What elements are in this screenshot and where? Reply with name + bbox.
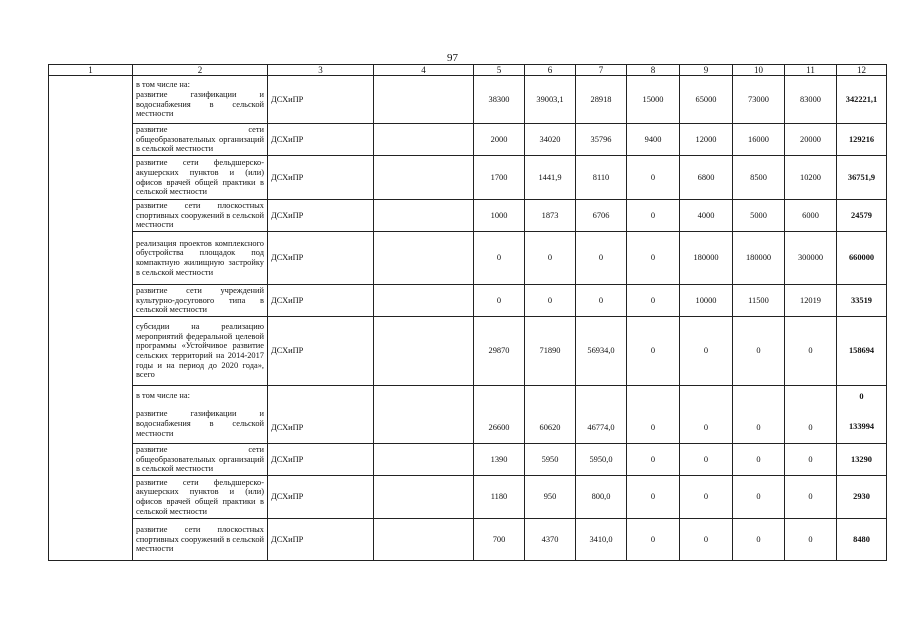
column-number: 2: [133, 65, 268, 76]
executor-cell: ДСХиПР: [268, 200, 374, 232]
page-number: 97: [447, 52, 458, 64]
empty-cell: [374, 200, 474, 232]
description-text: развитие сети плоскостных спортивных сооружений в сельской местности: [133, 200, 268, 232]
total-cell: 660000: [837, 232, 887, 285]
value-cell: 0: [733, 519, 785, 561]
value-cell: 0: [627, 285, 680, 317]
table-row: [49, 124, 887, 156]
value-cell: 1000: [474, 200, 525, 232]
value-cell: 0: [733, 386, 785, 444]
value-cell: 2000: [474, 124, 525, 156]
table-row: [49, 76, 887, 124]
value-cell: 0: [733, 476, 785, 519]
value-cell: 0: [627, 444, 680, 476]
value-cell: 0: [785, 317, 837, 386]
value-cell: 0: [627, 156, 680, 200]
column-number: 1: [49, 65, 133, 76]
value-cell: 5950: [525, 444, 576, 476]
executor-cell: ДСХиПР: [268, 519, 374, 561]
total-cell: 24579: [837, 200, 887, 232]
total-cell: [837, 386, 887, 444]
value-cell: 0: [627, 476, 680, 519]
value-cell: 0: [474, 285, 525, 317]
value-cell: 29870: [474, 317, 525, 386]
value-cell: 6000: [785, 200, 837, 232]
total-cell: 8480: [837, 519, 887, 561]
value-cell: 9400: [627, 124, 680, 156]
column-number: 9: [680, 65, 733, 76]
empty-cell: [374, 476, 474, 519]
empty-cell: [374, 317, 474, 386]
total-cell: 342221,1: [837, 76, 887, 124]
table-row: [49, 156, 887, 200]
column-number: 12: [837, 65, 887, 76]
value-cell: 8110: [576, 156, 627, 200]
executor-cell: ДСХиПР: [268, 386, 374, 444]
value-cell: 700: [474, 519, 525, 561]
value-cell: 71890: [525, 317, 576, 386]
value-cell: 5000: [733, 200, 785, 232]
table-row: [49, 200, 887, 232]
value-cell: 180000: [733, 232, 785, 285]
subheading: в том числе на:: [136, 390, 190, 400]
value-cell: 26600: [474, 386, 525, 444]
executor-cell: ДСХиПР: [268, 156, 374, 200]
value-cell: 6706: [576, 200, 627, 232]
value-cell: 46774,0: [576, 386, 627, 444]
value-cell: 0: [680, 444, 733, 476]
value-cell: 65000: [680, 76, 733, 124]
column-number: 11: [785, 65, 837, 76]
value-cell: 1390: [474, 444, 525, 476]
column-number: 7: [576, 65, 627, 76]
description-text: развитие газификации и водоснабжения в сельской местности: [136, 409, 264, 438]
executor-cell: ДСХиПР: [268, 124, 374, 156]
column-number: 6: [525, 65, 576, 76]
value-cell: 83000: [785, 76, 837, 124]
column-number-row: [49, 65, 887, 76]
merged-empty-cell: [49, 76, 133, 561]
value-cell: 38300: [474, 76, 525, 124]
table-row: [49, 444, 887, 476]
table-row: [49, 476, 887, 519]
table-row: [49, 285, 887, 317]
value-cell: 73000: [733, 76, 785, 124]
value-cell: 800,0: [576, 476, 627, 519]
empty-cell: [374, 519, 474, 561]
executor-cell: ДСХиПР: [268, 76, 374, 124]
table-row: [49, 317, 887, 386]
empty-cell: [374, 444, 474, 476]
total-cell: 129216: [837, 124, 887, 156]
value-cell: 20000: [785, 124, 837, 156]
description-text: субсидии на реализацию мероприятий федеральной целевой программы «Устойчивое развитие сельских территорий на 2014-2017 годы и на период до 2020 года», всего: [133, 317, 268, 386]
value-cell: 0: [474, 232, 525, 285]
total-cell: 158694: [837, 317, 887, 386]
value-cell: 0: [525, 232, 576, 285]
value-cell: 0: [680, 317, 733, 386]
value-cell: 1180: [474, 476, 525, 519]
value-cell: 0: [627, 200, 680, 232]
value-cell: 0: [576, 232, 627, 285]
executor-cell: ДСХиПР: [268, 317, 374, 386]
description-text: развитие сети фельдшерско-акушерских пунктов и (или) офисов врачей общей практики в сельской местности: [133, 476, 268, 519]
value-cell: 4370: [525, 519, 576, 561]
total-cell: 33519: [837, 285, 887, 317]
value-cell: 16000: [733, 124, 785, 156]
table-row: [49, 519, 887, 561]
table-row: [49, 386, 887, 444]
value-cell: 0: [627, 519, 680, 561]
executor-cell: ДСХиПР: [268, 285, 374, 317]
empty-cell: [374, 232, 474, 285]
empty-cell: [374, 124, 474, 156]
value-cell: 12019: [785, 285, 837, 317]
value-cell: 34020: [525, 124, 576, 156]
description-text: развитие сети фельдшерско-акушерских пунктов и (или) офисов врачей общей практики в сельской местности: [133, 156, 268, 200]
row-description: [133, 386, 268, 444]
description-text: развитие газификации и водоснабжения в сельской местности: [136, 89, 264, 119]
description-text: развитие сети учреждений культурно-досугового типа в сельской местности: [133, 285, 268, 317]
value-cell: 56934,0: [576, 317, 627, 386]
value-cell: 0: [627, 317, 680, 386]
value-cell: 0: [680, 476, 733, 519]
value-cell: 1873: [525, 200, 576, 232]
value-cell: 0: [525, 285, 576, 317]
value-cell: 10200: [785, 156, 837, 200]
value-cell: 300000: [785, 232, 837, 285]
value-cell: 0: [680, 519, 733, 561]
table-row: [49, 232, 887, 285]
value-cell: 0: [576, 285, 627, 317]
row-description: [133, 76, 268, 124]
column-number: 5: [474, 65, 525, 76]
value-cell: 15000: [627, 76, 680, 124]
column-number: 3: [268, 65, 374, 76]
total-cell: 13290: [837, 444, 887, 476]
executor-cell: ДСХиПР: [268, 444, 374, 476]
value-cell: 1441,9: [525, 156, 576, 200]
description-text: реализация проектов комплексного обустройства площадок под компактную жилищную застройку в сельской местности: [133, 232, 268, 285]
value-cell: 0: [680, 386, 733, 444]
total-value: 133994: [848, 421, 875, 431]
column-number: 8: [627, 65, 680, 76]
value-cell: 4000: [680, 200, 733, 232]
column-number: 4: [374, 65, 474, 76]
value-cell: 0: [733, 444, 785, 476]
description-text: развитие сети плоскостных спортивных сооружений в сельской местности: [133, 519, 268, 561]
value-cell: 0: [733, 317, 785, 386]
empty-cell: [374, 285, 474, 317]
value-cell: 10000: [680, 285, 733, 317]
value-cell: 0: [785, 476, 837, 519]
value-cell: 6800: [680, 156, 733, 200]
value-cell: 0: [785, 444, 837, 476]
value-cell: 8500: [733, 156, 785, 200]
value-cell: 60620: [525, 386, 576, 444]
value-cell: 39003,1: [525, 76, 576, 124]
value-cell: 35796: [576, 124, 627, 156]
value-cell: 950: [525, 476, 576, 519]
description-text: развитие сети общеобразовательных организаций в сельской местности: [133, 124, 268, 156]
executor-cell: ДСХиПР: [268, 232, 374, 285]
total-subheading-value: 0: [859, 392, 864, 401]
value-cell: 12000: [680, 124, 733, 156]
value-cell: 0: [785, 386, 837, 444]
value-cell: 5950,0: [576, 444, 627, 476]
value-cell: 0: [785, 519, 837, 561]
value-cell: 0: [627, 386, 680, 444]
value-cell: 3410,0: [576, 519, 627, 561]
value-cell: 0: [627, 232, 680, 285]
subheading: в том числе на:: [136, 80, 190, 90]
value-cell: 28918: [576, 76, 627, 124]
budget-table: [48, 64, 887, 561]
empty-cell: [374, 386, 474, 444]
value-cell: 180000: [680, 232, 733, 285]
value-cell: 1700: [474, 156, 525, 200]
value-cell: 11500: [733, 285, 785, 317]
total-cell: 2930: [837, 476, 887, 519]
empty-cell: [374, 156, 474, 200]
description-text: развитие сети общеобразовательных организаций в сельской местности: [133, 444, 268, 476]
total-cell: 36751,9: [837, 156, 887, 200]
executor-cell: ДСХиПР: [268, 476, 374, 519]
empty-cell: [374, 76, 474, 124]
column-number: 10: [733, 65, 785, 76]
